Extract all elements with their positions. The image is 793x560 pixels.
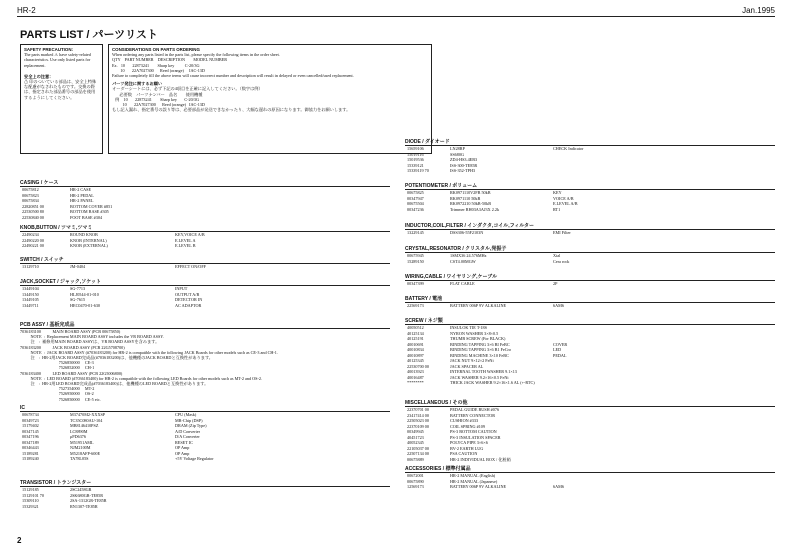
section-ic xyxy=(20,405,390,462)
part-number: 22505023 00 xyxy=(407,418,429,423)
part-description: ISS-352-TPH3 xyxy=(450,168,476,173)
part-number: 22820851 00 xyxy=(22,203,44,209)
part-number: 40125134 xyxy=(407,330,424,336)
part-remark: INPUT xyxy=(175,286,188,291)
part-description: HR-2 MANUAL (English) xyxy=(450,473,496,478)
part-description: 1SMX36 24.576MHz xyxy=(450,253,487,258)
part-description: HLJ0544-01-010 xyxy=(70,291,99,297)
date-header: Jan.1995 xyxy=(742,6,775,15)
part-remark: 6AM6 xyxy=(553,484,564,489)
part-number: 13449104 xyxy=(22,286,39,291)
section-title: POTENTIOMETER / ボリューム xyxy=(405,183,775,190)
part-number: 13449105 xyxy=(22,297,39,302)
part-description: KNOB (INTERNAL) xyxy=(70,237,107,243)
part-description: 2SC2458GR xyxy=(70,487,92,492)
part-remark: DETECTOR IN xyxy=(175,297,203,302)
safety-jp-title: 安全上の注意： xyxy=(24,73,54,79)
part-number: 00347947 xyxy=(407,195,424,201)
part-number: 15339121 xyxy=(407,162,424,168)
part-number: 00349945 xyxy=(407,429,424,434)
section-title: IC xyxy=(20,405,390,412)
part-remark: E.LEVEL A xyxy=(175,237,196,243)
model-header: HR-2 xyxy=(17,6,36,15)
section-title: CASING / ケース xyxy=(20,180,390,187)
safety-jp-text: ⚠ 印のついている部品は、安全上特殊な配慮がなされたものです。交換の際は、指定された部品番号の部品を使用するようにしてください。 xyxy=(24,79,97,100)
considerations-example-1: Ex. 10 22873241 Sharp key C-20/3G xyxy=(112,62,200,68)
section-wiring-cable xyxy=(405,274,775,287)
part-remark: A/D Converter xyxy=(175,428,201,434)
section-transistor xyxy=(20,480,390,509)
part-remark: OUTPUT A/B xyxy=(175,291,200,297)
pcb-line: NOTE : JACK BOARD ASSY (#7036183200) for HR-2 is compatible with the following JACK Boards for other models such as CE-3 and CH-1. xyxy=(20,349,278,355)
part-description: TA78L05S xyxy=(70,456,89,461)
part-description: BINDING TAPPING 3×6 B1 FeCro xyxy=(450,347,512,352)
part-description: BOTTOM BASE #305 xyxy=(70,209,109,214)
part-description: JACK NUT 9×12×2 FeNi xyxy=(450,358,494,363)
part-description: Trimmer RH03A3AJ3X 2.2k xyxy=(450,206,500,212)
pcb-line: 7526852000 CH-1 xyxy=(20,365,95,371)
part-number: 15289150 xyxy=(407,258,424,264)
part-remark: OP Amp xyxy=(175,450,190,456)
part-description: M5218AFP-600E xyxy=(70,450,101,456)
part-description: SG-7713 xyxy=(70,286,86,291)
part-description: JACK WASHER 9.2×16×0.5 FeNi xyxy=(450,374,509,380)
part-number: 22370701 00 xyxy=(407,407,429,412)
part-description: INSULOK TIE T-18S xyxy=(450,325,487,330)
part-description: NJM2100M xyxy=(70,445,91,450)
part-number: 22530840 00 xyxy=(22,214,44,220)
part-remark: PEDAL xyxy=(553,352,567,358)
section-title: KNOB,BUTTON / ツマミ,ツマミ xyxy=(20,225,390,232)
part-number: 22507134 00 xyxy=(407,451,429,456)
part-description: 2SK680GR-TE85R xyxy=(70,492,104,498)
table-row xyxy=(405,380,775,386)
pcb-line: NOTE : Replacement MAIN BOARD ASSY includes the VR BOARD ASSY. xyxy=(20,334,164,340)
part-description: TC35C080AU-104 xyxy=(70,417,103,423)
part-description: KNOB (EXTERNAL) xyxy=(70,243,108,248)
part-number: 22530700 00 xyxy=(407,363,429,369)
top-rule xyxy=(17,16,775,17)
section-battery xyxy=(405,296,775,309)
section-title: MISCELLANEOUS / その他 xyxy=(405,400,775,407)
part-number: ******** xyxy=(407,380,424,385)
section-title: WIRING,CABLE / ワイヤリング,ケーブル xyxy=(405,274,775,281)
considerations-jp-text2: もし記入漏れ、指定番号の誤り等は、必要部品が発送できなかったり、大幅な遅れの原因になります。御協力をお願いします。 xyxy=(112,107,351,113)
table-row xyxy=(405,259,775,265)
part-number: 00349723 xyxy=(22,417,39,423)
part-description: ISS-300-TE85R xyxy=(450,162,478,168)
part-description: BOTTOM COVER #851 xyxy=(70,203,113,209)
part-description: PEDAL GUIDE BUSH #076 xyxy=(450,407,500,412)
section-pcb-assy xyxy=(20,322,390,402)
part-number: 00347189 xyxy=(22,439,39,445)
part-description: HR-2 INDIVIDUAL BOX / 化粧箱 xyxy=(450,456,511,462)
section-crystal-resonator xyxy=(405,246,775,264)
part-description: HR-2 PEDAL xyxy=(70,192,94,198)
considerations-text1: When ordering any parts listed in the parts list, please specify the following items in the order sheet. xyxy=(112,52,280,58)
part-remark: Cera rock xyxy=(553,258,570,264)
section-diode xyxy=(405,139,775,174)
part-number: 00675890 xyxy=(407,478,424,484)
pcb-line: 7527354000 MT-2 xyxy=(20,386,95,392)
part-description: BATTERY 006P 9V ALKALINE xyxy=(450,303,507,308)
part-remark: KEY,VOICE A/B xyxy=(175,232,205,237)
part-number: 40010897 xyxy=(407,352,424,358)
part-remark: RESET IC xyxy=(175,439,193,445)
part-remark: CPU (Mask) xyxy=(175,412,197,417)
section-title: DIODE / ダイオード xyxy=(405,139,775,146)
part-remark: CHECK Indicator xyxy=(553,146,584,151)
pcb-line: 7526850000 CE-3 xyxy=(20,360,94,366)
section-title: SWITCH / スイッチ xyxy=(20,257,390,264)
part-description: THUMB SCREW (For BLACK) xyxy=(450,336,506,341)
table-row xyxy=(20,215,390,221)
part-number: 22105037 00 xyxy=(407,445,429,451)
section-title: TRANSISTOR / トランジスター xyxy=(20,480,390,487)
part-number: 40052345 xyxy=(407,440,424,445)
pcb-line: 注 : HR-2用LED BOARD完成品(#7036183400)は、他機種のLED BOARDと互換性があります。 xyxy=(20,381,209,387)
part-remark: MR-Chip (DSP) xyxy=(175,417,203,423)
part-number: 15329321 xyxy=(22,503,39,509)
part-number: 00347145 xyxy=(22,428,39,434)
part-number: 00672001 xyxy=(407,473,424,478)
part-number: 15309110 xyxy=(22,498,39,503)
part-number: 00675823 xyxy=(22,192,39,198)
part-remark: EMI Filter xyxy=(553,230,571,235)
part-description: BATTERY CONNECTOR xyxy=(450,412,496,418)
table-row xyxy=(405,168,775,174)
part-description: SG-7615 xyxy=(70,297,86,302)
part-number: 13449711 xyxy=(22,302,39,308)
section-title: BATTERY / 電池 xyxy=(405,296,775,303)
pcb-line: 7526950000 OS-2 xyxy=(20,391,94,397)
part-number: 13229145 xyxy=(407,230,424,235)
part-description: 2SA-1312GR-TE85R xyxy=(70,498,107,503)
part-description: HR-2 MANUAL (Japanese) xyxy=(450,478,498,484)
part-description: NYRON WASHER 3×8×0.5 xyxy=(450,330,499,336)
part-description: LN28RP xyxy=(450,146,465,151)
part-description: CST4.00MGW xyxy=(450,258,476,264)
section-casing xyxy=(20,180,390,220)
safety-precaution-box xyxy=(20,44,103,154)
part-remark: EFFECT ON/OFF xyxy=(175,264,206,269)
part-remark: 2P xyxy=(553,281,558,286)
part-description: JACK SPACER AL xyxy=(450,363,484,369)
part-remark: OP Amp xyxy=(175,445,190,450)
section-title: ACCESSORIES / 標準付属品 xyxy=(405,466,775,473)
page-title: PARTS LIST / パーツリスト xyxy=(20,29,158,41)
part-description: M51951AML xyxy=(70,439,94,445)
part-number: 40016487 xyxy=(407,374,424,380)
table-row xyxy=(20,264,390,270)
part-description: POLYCA PIPE 3×6×6 xyxy=(450,440,488,445)
table-row xyxy=(405,484,775,490)
considerations-jp-example-1: 例 10 22873241 Sharp key C-20/3G xyxy=(112,96,200,102)
section-title: JACK,SOCKET / ジャック,ソケット xyxy=(20,279,390,286)
section-title: PCB ASSY / 基板完成品 xyxy=(20,322,390,329)
page-number: 2 xyxy=(17,536,22,545)
part-number: 22370109 00 xyxy=(407,423,429,429)
table-row xyxy=(405,281,775,287)
pcb-line: 7036183100 MAIN BOARD ASSY (PCB 00675850) xyxy=(20,329,121,334)
part-number: 15129101 70 xyxy=(22,492,44,498)
part-number: 15659106 xyxy=(407,146,424,151)
part-description: ZD4-HS3.4EB3 xyxy=(450,157,478,162)
table-row xyxy=(20,456,390,462)
part-description: SS680G xyxy=(450,151,464,157)
part-number: 00675834 xyxy=(22,198,39,203)
part-number: 12569173 xyxy=(407,484,424,489)
part-number: 40125191 xyxy=(407,336,424,341)
part-number: 40013923 xyxy=(407,369,424,374)
part-number: 13129710 xyxy=(22,264,39,269)
part-description: RK0972210 50kB-50kB xyxy=(450,201,492,206)
section-accessories xyxy=(405,466,775,490)
pcb-line: 7036183400 LED BOARD ASSY (PCB 22G5006800) xyxy=(20,370,123,376)
part-description: COIL SPRING #109 xyxy=(450,423,485,429)
part-number: 00347236 xyxy=(407,206,424,212)
part-remark: 6AM6 xyxy=(553,303,564,308)
part-number: 40125345 xyxy=(407,358,424,363)
part-number: 00675945 xyxy=(407,253,424,258)
section-jack-socket xyxy=(20,279,390,308)
part-description: LC8890M xyxy=(70,428,88,434)
section-title: INDUCTOR,COIL,FILTER / インダクタ,コイル,フィルター xyxy=(405,223,775,230)
part-number: 00675504 xyxy=(407,201,424,206)
safety-title: SAFETY PRECAUTION: xyxy=(24,47,73,52)
part-description: BINDING MACHINE 3×10 FeBC xyxy=(450,352,509,358)
part-description: PS-3 INSULATION SPACER xyxy=(450,434,501,440)
section-switch xyxy=(20,257,390,270)
considerations-table-head: QTY PART NUMBER DESCRIPTION MODEL NUMBER xyxy=(112,57,228,63)
part-description: INTERNAL TOOTH WASHER 9.1×13 xyxy=(450,369,517,374)
part-remark: VOICE A/B xyxy=(553,195,574,201)
part-number: 00678734 xyxy=(22,412,39,417)
part-remark: RT1 xyxy=(553,206,561,212)
part-remark: E.LEVEL A/B xyxy=(553,201,578,206)
part-description: HR-2 PANEL xyxy=(70,198,94,203)
part-remark: D/A Converter xyxy=(175,434,200,439)
part-number: 00347196 xyxy=(22,434,39,439)
pcb-line: 7526850000 CE-5 etc. xyxy=(20,396,101,402)
part-number: 00347399 xyxy=(407,281,424,286)
safety-text: The parts marked ⚠ have safety-related characteristics. Use only listed parts for replacement. xyxy=(24,52,92,68)
part-number: 00675825 xyxy=(407,190,424,195)
part-description: JM-0404 xyxy=(70,264,86,269)
part-description: M37470M2-XXXSP xyxy=(70,412,106,417)
considerations-text2: Failure to completely fill the above terms will cause incorrect number and description will result in delayed or even cancelled/used replacement. xyxy=(112,73,354,79)
section-inductor-coil-filter xyxy=(405,223,775,236)
section-title: SCREW / ネジ類 xyxy=(405,318,775,325)
part-description: FOOT BASE #304 xyxy=(70,214,103,220)
part-number: 15129185 xyxy=(22,487,39,492)
part-description: MB8146410PSZ xyxy=(70,423,99,428)
part-number: 22569173 xyxy=(407,303,424,308)
considerations-jp-example-2: 10 22A7027300 Reed (orange) IAC-13D xyxy=(112,102,205,108)
section-miscellaneous xyxy=(405,400,775,462)
part-description: HR-2 CASE xyxy=(70,187,92,192)
table-row xyxy=(20,243,390,249)
considerations-title: CONSIDERATIONS ON PARTS ORDERING xyxy=(112,47,200,52)
table-row xyxy=(405,207,775,213)
part-remark: E.LEVEL B xyxy=(175,243,196,248)
part-number: 13449150 xyxy=(22,291,39,297)
part-description: HEC0470-01-630 xyxy=(70,302,101,308)
table-row xyxy=(405,303,775,309)
pcb-line: 注 : 補修用MAIN BOARD ASSYは、VR BOARD ASSYを含みます。 xyxy=(20,339,160,345)
part-number: 15339119 70 xyxy=(407,168,429,173)
part-remark: Xtal xyxy=(553,253,561,258)
part-number: 00346443 xyxy=(22,445,39,450)
part-number: 40451723 xyxy=(407,434,424,440)
table-row xyxy=(20,303,390,309)
considerations-example-2: 10 22A7027300 Reed (orange) IAC-13D xyxy=(112,67,205,73)
part-description: FLAT CABLE xyxy=(450,281,475,286)
part-description: ROUND KNOB xyxy=(70,232,98,237)
part-description: RK0971110V2FB 50kB xyxy=(450,190,491,195)
section-screw xyxy=(405,318,775,386)
part-description: CUSHION #333 xyxy=(450,418,479,423)
part-number: 22490234 xyxy=(22,232,39,237)
part-number: 22490221 00 xyxy=(22,243,44,248)
part-remark: KEY xyxy=(553,190,562,195)
part-remark: DRAM (Zip Type) xyxy=(175,423,207,428)
part-description: PSA CAUTION xyxy=(450,451,478,456)
part-number: 23417414 00 xyxy=(407,412,429,418)
part-number: 22490220 00 xyxy=(22,237,44,243)
part-number: 22530500 80 xyxy=(22,209,44,214)
part-description: THICK JACK WASHER 9.2×16×1.6 AL (+-RTC) xyxy=(450,380,535,385)
part-description: BINDING TAPPING 3×6 BI FeBC xyxy=(450,341,510,347)
part-number: 15179402 xyxy=(22,423,39,428)
part-description: BATTERY 006P 9V ALKALINE xyxy=(450,484,507,489)
part-description: μPD6376 xyxy=(70,434,86,439)
part-number: 40050512 xyxy=(407,325,424,330)
section-knob-button xyxy=(20,225,390,249)
part-number: 15189240 xyxy=(22,456,39,461)
table-row xyxy=(20,504,390,510)
part-remark: +5V Voltage Regulator xyxy=(175,456,214,461)
part-description: BV-2 EARTH LUG xyxy=(450,445,484,451)
part-number: 15189281 xyxy=(22,450,39,456)
part-description: DSS306-55F2103N xyxy=(450,230,484,235)
part-description: RN1307-TE85R xyxy=(70,503,98,509)
part-remark: AC ADAPTOR xyxy=(175,302,202,308)
considerations-jp-head: 必要数 パーツナンバー 品名 使用機種 xyxy=(112,91,203,97)
part-number: 00675889 xyxy=(407,456,424,462)
part-number: 15019536 xyxy=(407,157,424,162)
part-remark: COVER xyxy=(553,341,568,347)
part-number: 40010834 xyxy=(407,347,424,352)
part-number: 40010691 xyxy=(407,341,424,347)
section-potentiometer xyxy=(405,183,775,212)
pcb-line: NOTE : LED BOARD (#7036183400) for HR-2 is compatible with the following LED Boards for other models such as MT-2 and OS-2. xyxy=(20,375,262,381)
considerations-jp-text1: オーダーシートには、必ず下記の4項目を正確に記入してください。（数字は例） xyxy=(112,86,263,92)
pcb-line: 注 : HR-2用JACK BOARD完成品(#7036183200)は、他機種のJACK BOARDと互換性があります。 xyxy=(20,355,213,361)
pcb-line: 7036183200 JACK BOARD ASSY (PCB 22G5708700) xyxy=(20,344,125,350)
ordering-considerations-box xyxy=(108,44,432,154)
part-remark: LED xyxy=(553,347,562,352)
section-title: CRYSTAL,RESONATOR / クリスタル,発振子 xyxy=(405,246,775,253)
part-number: 00675812 xyxy=(22,187,39,192)
table-row xyxy=(405,230,775,236)
part-description: PS-3 BOTTOM CAUTION xyxy=(450,429,497,434)
table-row xyxy=(405,457,775,463)
part-description: RK0971110 50kB xyxy=(450,195,481,201)
considerations-jp-title: パーツ発注に関するお願い xyxy=(112,81,163,87)
part-number: 15019116 xyxy=(407,151,424,157)
